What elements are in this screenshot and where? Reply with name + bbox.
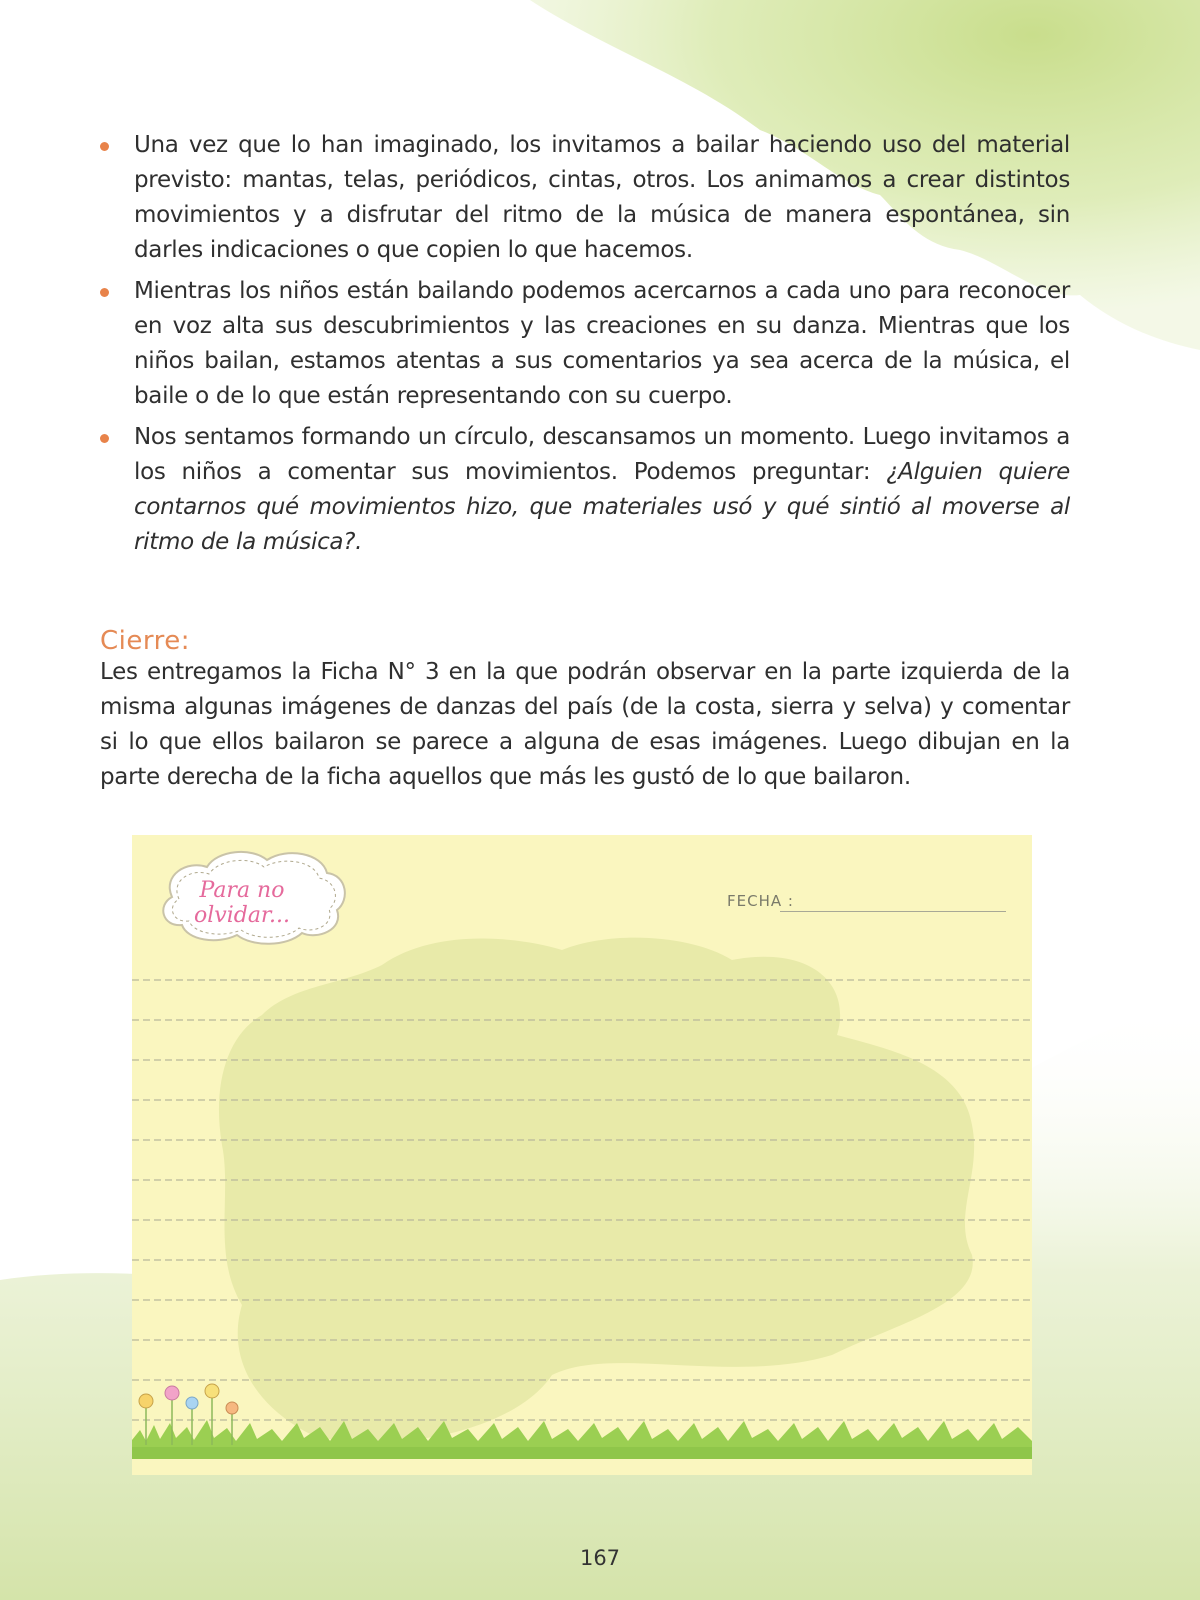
bullet-text: Una vez que lo han imaginado, los invitamos a bailar haciendo uso del material previsto: mantas, telas, periódicos, cintas, otros. Los animamos a crear distintos movimientos y a disfrutar del ritmo de la música de manera espontánea, sin darles indicaciones o que copien lo que hacemos.	[134, 132, 1070, 263]
bullet-dot-icon	[100, 142, 109, 151]
activity-steps-list	[100, 128, 1070, 566]
date-write-line	[780, 911, 1006, 912]
bullet-dot-icon	[100, 288, 109, 297]
bullet-text: Mientras los niños están bailando podemos acercarnos a cada uno para reconocer en voz alta sus descubrimientos y las creaciones en su danza. Mientras que los niños bailan, estamos atentas a sus comentarios ya sea acerca de la música, el baile o de lo que están representando con su cuerpo.	[134, 278, 1070, 409]
question-text: ¿Alguien quiere contarnos qué movimientos hizo, que materiales usó y qué sintió al moverse al ritmo de la música?.	[134, 459, 1070, 555]
list-item	[100, 128, 1070, 268]
date-label: FECHA :	[727, 892, 794, 910]
worksheet-illustration	[132, 835, 1032, 1475]
cierre-paragraph: Les entregamos la Ficha N° 3 en la que podrán observar en la parte izquierda de la misma algunas imágenes de danzas del país (de la costa, sierra y selva) y comentar si lo que ellos bailaron se parece a alguna de esas imágenes. Luego dibujan en la parte derecha de la ficha aquellos que más les gustó de lo que bailaron.	[100, 659, 1070, 790]
cloud-badge-label: Para no olvidar...	[193, 878, 291, 928]
bullet-dot-icon	[100, 434, 109, 443]
worksheet-card	[132, 835, 1032, 1475]
page-number: 167	[579, 1546, 621, 1570]
cierre-heading: Cierre:	[100, 625, 190, 656]
list-item	[100, 420, 1070, 560]
bullet-text: Nos sentamos formando un círculo, descansamos un momento. Luego invitamos a los niños a comentar sus movimientos. Podemos preguntar:	[134, 424, 1070, 485]
list-item	[100, 274, 1070, 414]
